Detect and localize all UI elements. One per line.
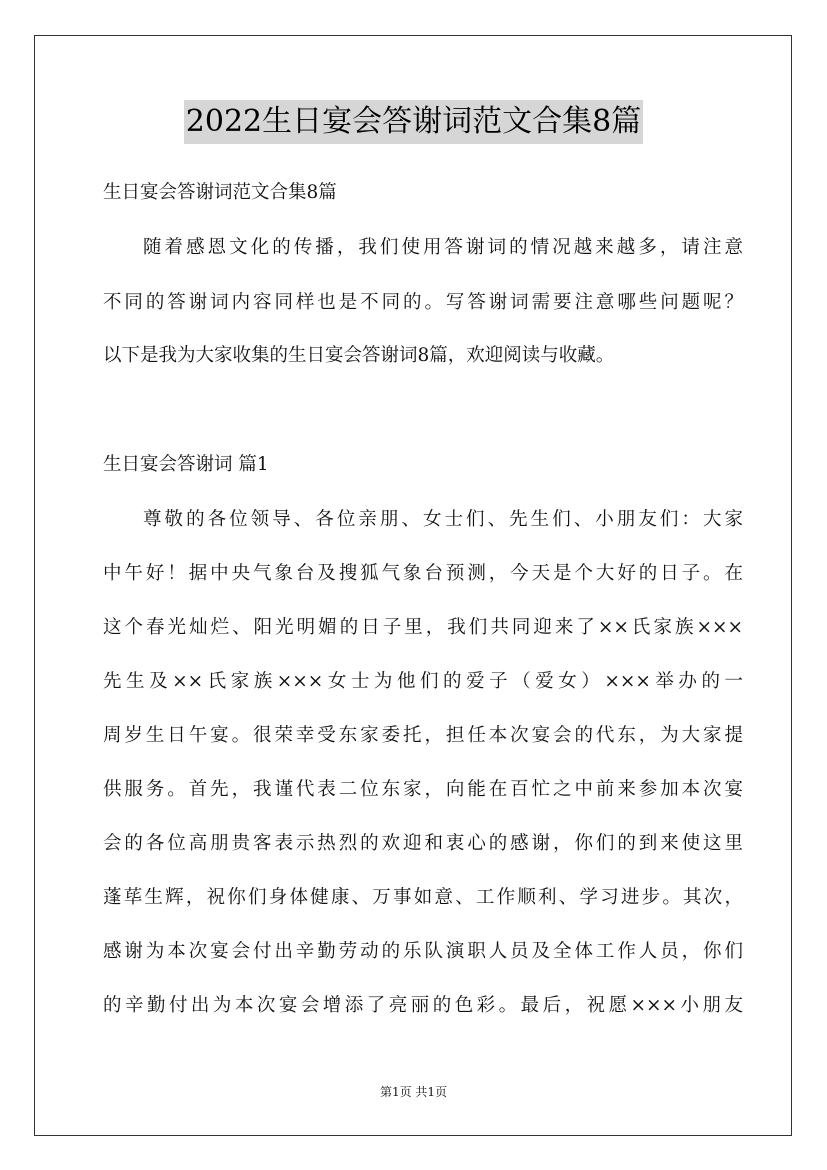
document-subtitle: 生日宴会答谢词范文合集8篇 (103, 182, 337, 203)
intro-line: 不同的答谢词内容同样也是不同的。写答谢词需要注意哪些问题呢？ (103, 292, 743, 313)
body-line: 中午好！据中央气象台及搜狐气象台预测，今天是个大好的日子。在 (103, 563, 743, 584)
document-title: 2022生日宴会答谢词范文合集8篇 (184, 100, 643, 144)
title-container (0, 100, 827, 144)
body-line: 的辛勤付出为本次宴会增添了亮丽的色彩。最后，祝愿×××小朋友 (103, 995, 743, 1016)
body-line: 周岁生日午宴。很荣幸受东家委托，担任本次宴会的代东，为大家提 (103, 725, 743, 746)
body-line: 先生及××氏家族×××女士为他们的爱子（爱女）×××举办的一 (103, 671, 743, 692)
body-line: 供服务。首先，我谨代表二位东家，向能在百忙之中前来参加本次宴 (103, 779, 743, 800)
body-line: 蓬荜生辉，祝你们身体健康、万事如意、工作顺利、学习进步。其次， (103, 887, 743, 908)
body-line: 会的各位高朋贵客表示热烈的欢迎和衷心的感谢，你们的到来使这里 (103, 833, 743, 854)
page-footer: 第1页 共1页 (379, 1085, 448, 1099)
body-line: 感谢为本次宴会付出辛勤劳动的乐队演职人员及全体工作人员，你们 (103, 941, 743, 962)
body-line: 尊敬的各位领导、各位亲朋、女士们、先生们、小朋友们：大家 (143, 509, 743, 530)
body-line: 这个春光灿烂、阳光明媚的日子里，我们共同迎来了××氏家族××× (103, 617, 743, 638)
section-heading: 生日宴会答谢词 篇1 (103, 454, 269, 475)
intro-line: 随着感恩文化的传播，我们使用答谢词的情况越来越多，请注意 (143, 237, 743, 258)
intro-line: 以下是我为大家收集的生日宴会答谢词8篇，欢迎阅读与收藏。 (103, 345, 615, 366)
